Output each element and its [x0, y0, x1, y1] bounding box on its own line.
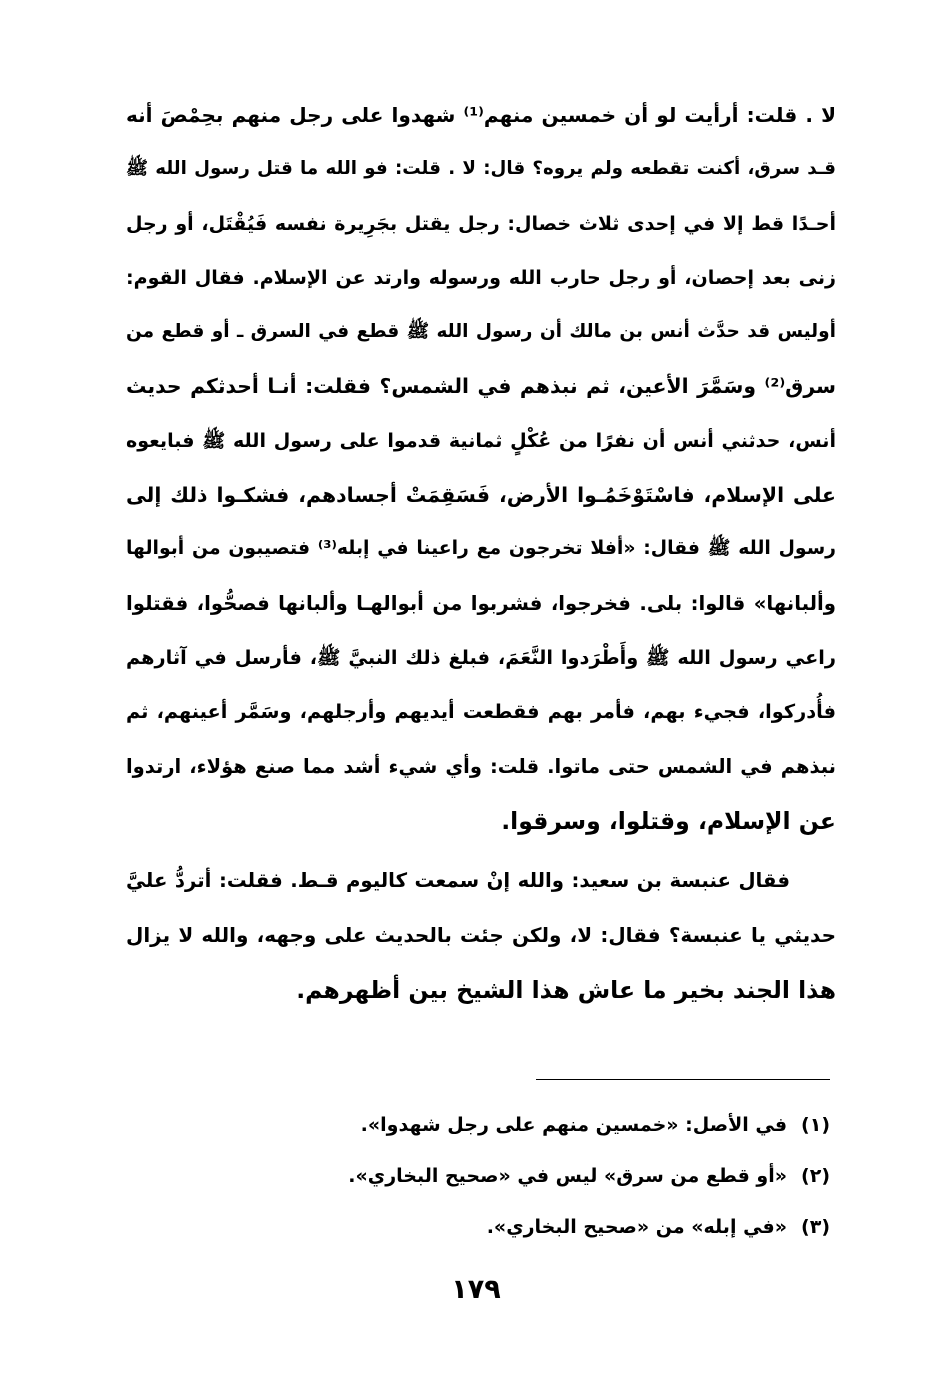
text-line: حديثي يا عنبسة؟ فقال: لا، ولكن جئت بالحديث على وجهه، والله لا يزال: [126, 923, 836, 948]
paragraph-2: [126, 854, 836, 1017]
text-line: رسول الله ﷺ فقال: «أفلا تخرجون مع راعينا في إبله⁽³⁾ فتصيبون من أبوالها: [126, 538, 837, 560]
paragraph-1: [126, 88, 836, 848]
text-line: وألبانها» قالوا: بلى. فخرجوا، فشربوا من أبوالهـا وألبانها فصحُّوا، فقتلوا: [126, 591, 836, 615]
text-line: فقال عنبسة بن سعيد: والله إنْ سمعت كاليوم قـط. فقلت: أتردُّ عليَّ: [126, 869, 790, 893]
text-line: أنس، حدثني أنس أن نفرًا من عُكْلٍ ثمانية قدموا على رسول الله ﷺ فبايعوه: [126, 429, 836, 452]
text-line: سرق⁽²⁾ وسَمَّرَ الأعين، ثم نبذهم في الشمس؟ فقلت: أنـا أحدثكم حديث: [126, 374, 836, 399]
main-text: [126, 88, 836, 1017]
page-number: ١٧٩: [451, 1274, 501, 1305]
footnote-3: [300, 1202, 830, 1253]
text-line: فأُدركوا، فجيء بهم، فأمر بهم فقطعت أيديهم وأرجلهم، وسَمَّر أعينهم، ثم: [126, 700, 836, 724]
footnote-number: (٢): [801, 1165, 830, 1187]
text-line: لا . قلت: أرأيت لو أن خمسين منهم⁽¹⁾ شهدوا على رجل منهم بحِمْصَ أنه: [126, 103, 837, 127]
text-line: أوليس قد حدَّث أنس بن مالك أن رسول الله ﷺ قطع في السرق ـ أو قطع من: [126, 321, 836, 343]
text-line: نبذهم في الشمس حتى ماتوا. قلت: وأي شيء أشد مما صنع هؤلاء، ارتدوا: [126, 754, 836, 778]
text-line: راعي رسول الله ﷺ وأَطْرَدوا النَّعَمَ، فبلغ ذلك النبيَّ ﷺ، فأرسل في آثارهم: [126, 645, 836, 669]
text-line: على الإسلام، فاسْتَوْخَمُـوا الأرض، فَسَقِمَتْ أجسادهم، فشكـوا ذلك إلى: [126, 483, 836, 508]
text-line: أحـدًا قط إلا في إحدى ثلاث خصال: رجل يقتل بجَرِيرة نفسه فَيُقْتَل، أو رجل: [126, 212, 836, 235]
text-line: عن الإسلام، وقتلوا، وسرقوا.: [501, 806, 836, 835]
footnote-1: [300, 1100, 830, 1151]
footnotes: [300, 1100, 830, 1253]
text-line: هذا الجند بخير ما عاش هذا الشيخ بين أظهرهم.: [296, 975, 836, 1004]
footnote-text: «في إبله» من «صحيح البخاري».: [486, 1216, 788, 1238]
footnote-divider: [536, 1079, 830, 1080]
footnote-number: (١): [801, 1114, 830, 1136]
footnote-text: «أو قطع من سرق» ليس في «صحيح البخاري».: [348, 1165, 788, 1187]
footnote-2: [300, 1151, 830, 1202]
footnote-number: (٣): [801, 1216, 830, 1238]
text-line: زنى بعد إحصان، أو رجل حارب الله ورسوله وارتد عن الإسلام. فقال القوم:: [126, 266, 836, 289]
text-line: قـد سرق، أكنت تقطعه ولم يروه؟ قال: لا . قلت: فو الله ما قتل رسول الله ﷺ: [126, 158, 836, 180]
footnote-text: في الأصل: «خمسين منهم على رجل شهدوا».: [360, 1114, 788, 1136]
